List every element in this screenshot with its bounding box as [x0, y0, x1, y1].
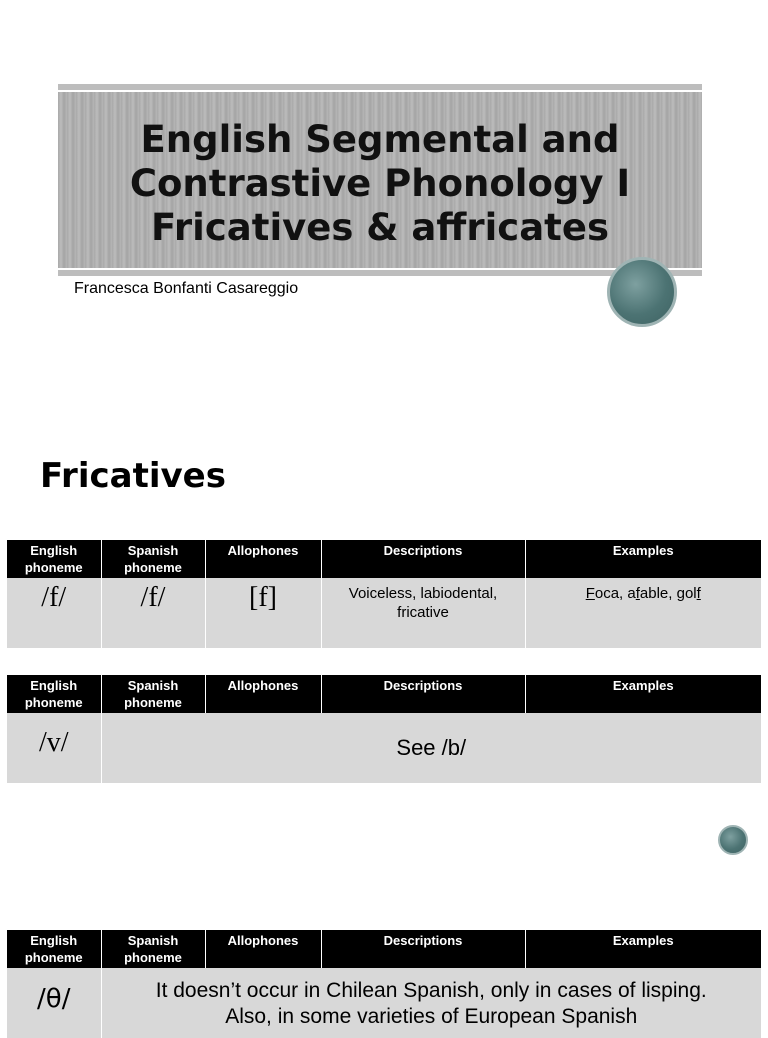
- table-row: [7, 578, 761, 648]
- table-header-row: [7, 675, 761, 713]
- header-english: English phoneme: [7, 930, 101, 968]
- note-line-2: Also, in some varieties of European Spanish: [225, 1005, 638, 1028]
- title-line-2: Contrastive Phonology I: [129, 162, 631, 205]
- title-banner: [58, 92, 702, 268]
- banner-top-rule: [58, 84, 702, 90]
- header-descriptions: Descriptions: [321, 540, 525, 578]
- header-allophones: Allophones: [205, 540, 321, 578]
- example-underlined-letter: f: [696, 585, 701, 602]
- header-examples: Examples: [525, 930, 761, 968]
- header-examples: Examples: [525, 675, 761, 713]
- allophone: [f]: [205, 578, 321, 648]
- spanish-phoneme: /f/: [101, 578, 205, 648]
- cross-reference-note: See /b/: [101, 713, 761, 783]
- decorative-circle-small: [718, 825, 748, 855]
- slide-title: [58, 118, 702, 250]
- phoneme-table-theta: [7, 930, 761, 1038]
- header-english: English phoneme: [7, 540, 101, 578]
- header-spanish: Spanish phoneme: [101, 930, 205, 968]
- table-row: [7, 968, 761, 1038]
- header-english: English phoneme: [7, 675, 101, 713]
- example-text: able, gol: [639, 585, 697, 602]
- header-allophones: Allophones: [205, 675, 321, 713]
- header-descriptions: Descriptions: [321, 930, 525, 968]
- table-header-row: [7, 930, 761, 968]
- header-spanish: Spanish phoneme: [101, 540, 205, 578]
- banner-bottom-rule: [58, 270, 702, 276]
- decorative-circle-large: [607, 257, 677, 327]
- description: Voiceless, labiodental, fricative: [321, 578, 525, 648]
- example-underlined-letter: f: [635, 585, 640, 602]
- title-line-1: English Segmental and: [140, 118, 620, 161]
- header-examples: Examples: [525, 540, 761, 578]
- table-row: [7, 713, 761, 783]
- phoneme-table-v: [7, 675, 761, 783]
- examples: [525, 578, 761, 648]
- section-heading: Fricatives: [40, 456, 226, 496]
- phoneme-table-f: [7, 540, 761, 648]
- english-phoneme: /v/: [7, 713, 101, 783]
- note-line-1: It doesn’t occur in Chilean Spanish, only in cases of lisping.: [155, 979, 707, 1002]
- english-phoneme: /f/: [7, 578, 101, 648]
- example-underlined-letter: F: [585, 585, 595, 602]
- header-allophones: Allophones: [205, 930, 321, 968]
- occurrence-note: [101, 968, 761, 1038]
- author-name: Francesca Bonfanti Casareggio: [74, 280, 299, 297]
- header-descriptions: Descriptions: [321, 675, 525, 713]
- header-spanish: Spanish phoneme: [101, 675, 205, 713]
- table-header-row: [7, 540, 761, 578]
- example-text: oca, a: [594, 585, 636, 602]
- title-line-3: Fricatives & affricates: [151, 206, 609, 249]
- english-phoneme: /θ/: [7, 968, 101, 1038]
